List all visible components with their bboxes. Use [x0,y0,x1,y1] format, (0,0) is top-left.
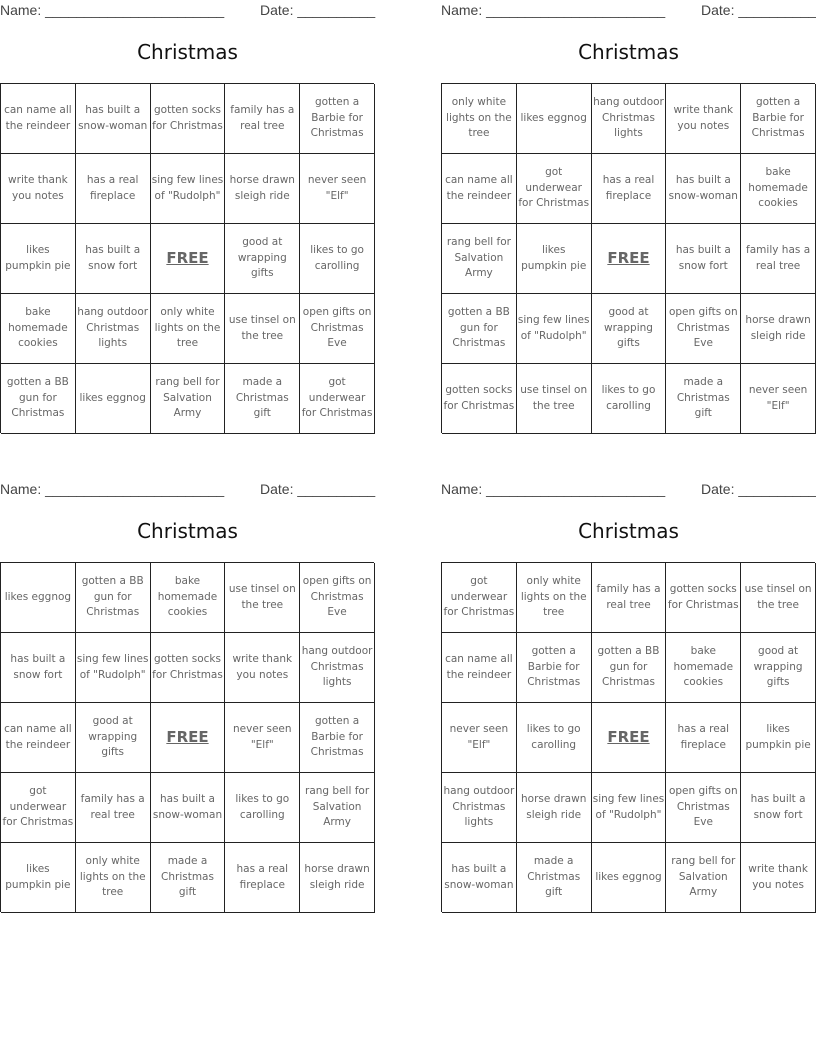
bingo-card-1 [0,0,375,440]
bingo-cell: sing few lines of "Rudolph" [151,154,226,224]
bingo-cell: likes pumpkin pie [517,224,592,294]
free-space: FREE [592,703,667,773]
bingo-cell: has built a snow-woman [666,154,741,224]
bingo-cell: never seen "Elf" [442,703,517,773]
bingo-grid [441,83,815,433]
bingo-cell: write thank you notes [741,843,816,913]
bingo-cell: has built a snow fort [666,224,741,294]
bingo-cell: only white lights on the tree [151,294,226,364]
bingo-card-4 [441,479,816,919]
bingo-cell: got underwear for Christmas [300,364,375,434]
free-space: FREE [592,224,667,294]
bingo-cell: rang bell for Salvation Army [300,773,375,843]
name-field: Name: _______________________ [0,2,225,18]
bingo-cell: has a real fireplace [592,154,667,224]
bingo-cell: has built a snow fort [1,633,76,703]
bingo-cell: has built a snow-woman [76,84,151,154]
bingo-cell: gotten a Barbie for Christmas [517,633,592,703]
card-header [441,0,816,22]
bingo-grid [0,83,374,433]
bingo-cell: can name all the reindeer [442,633,517,703]
name-field: Name: _______________________ [0,481,225,497]
bingo-card-2 [441,0,816,440]
bingo-cell: gotten a BB gun for Christmas [592,633,667,703]
bingo-cell: bake homemade cookies [1,294,76,364]
bingo-cell: sing few lines of "Rudolph" [592,773,667,843]
card-header [441,479,816,501]
bingo-cell: got underwear for Christmas [442,563,517,633]
bingo-cell: gotten a Barbie for Christmas [300,84,375,154]
card-title: Christmas [578,40,679,64]
bingo-cell: has a real fireplace [666,703,741,773]
date-field: Date: __________ [260,2,376,18]
bingo-cell: likes pumpkin pie [1,224,76,294]
bingo-card-3 [0,479,375,919]
bingo-cell: has built a snow fort [741,773,816,843]
date-field: Date: __________ [701,481,816,497]
bingo-cell: likes eggnog [517,84,592,154]
bingo-cell: likes to go carolling [300,224,375,294]
bingo-cell: rang bell for Salvation Army [151,364,226,434]
bingo-cell: hang outdoor Christmas lights [76,294,151,364]
bingo-cell: can name all the reindeer [1,84,76,154]
bingo-cell: got underwear for Christmas [517,154,592,224]
bingo-cell: made a Christmas gift [517,843,592,913]
bingo-cell: got underwear for Christmas [1,773,76,843]
free-space: FREE [151,703,226,773]
name-field: Name: _______________________ [441,2,666,18]
bingo-cell: hang outdoor Christmas lights [592,84,667,154]
bingo-cell: bake homemade cookies [151,563,226,633]
bingo-cell: open gifts on Christmas Eve [666,773,741,843]
bingo-cell: made a Christmas gift [151,843,226,913]
bingo-cell: open gifts on Christmas Eve [300,294,375,364]
bingo-cell: likes pumpkin pie [1,843,76,913]
bingo-cell: gotten a BB gun for Christmas [1,364,76,434]
bingo-cell: family has a real tree [76,773,151,843]
bingo-grid [441,562,815,912]
bingo-cell: likes eggnog [592,843,667,913]
bingo-cell: sing few lines of "Rudolph" [517,294,592,364]
bingo-cell: gotten socks for Christmas [151,84,226,154]
bingo-cell: good at wrapping gifts [225,224,300,294]
bingo-cell: has a real fireplace [225,843,300,913]
bingo-cell: can name all the reindeer [442,154,517,224]
bingo-cell: never seen "Elf" [300,154,375,224]
bingo-cell: made a Christmas gift [666,364,741,434]
bingo-cell: horse drawn sleigh ride [300,843,375,913]
bingo-cell: use tinsel on the tree [517,364,592,434]
bingo-cell: write thank you notes [225,633,300,703]
bingo-cell: gotten socks for Christmas [666,563,741,633]
bingo-cell: sing few lines of "Rudolph" [76,633,151,703]
bingo-cell: has built a snow-woman [442,843,517,913]
bingo-cell: rang bell for Salvation Army [666,843,741,913]
bingo-cell: likes eggnog [76,364,151,434]
bingo-cell: never seen "Elf" [741,364,816,434]
bingo-cell: write thank you notes [1,154,76,224]
bingo-cell: family has a real tree [741,224,816,294]
bingo-cell: only white lights on the tree [442,84,517,154]
bingo-grid [0,562,374,912]
bingo-cell: likes to go carolling [225,773,300,843]
bingo-cell: hang outdoor Christmas lights [300,633,375,703]
bingo-cell: hang outdoor Christmas lights [442,773,517,843]
bingo-cell: write thank you notes [666,84,741,154]
bingo-cell: has a real fireplace [76,154,151,224]
bingo-cell: open gifts on Christmas Eve [666,294,741,364]
bingo-cell: horse drawn sleigh ride [517,773,592,843]
bingo-cell: horse drawn sleigh ride [225,154,300,224]
bingo-cell: rang bell for Salvation Army [442,224,517,294]
card-header [0,479,375,501]
bingo-cell: likes eggnog [1,563,76,633]
bingo-cell: likes to go carolling [517,703,592,773]
bingo-cell: likes to go carolling [592,364,667,434]
bingo-cell: family has a real tree [592,563,667,633]
bingo-cell: horse drawn sleigh ride [741,294,816,364]
bingo-cell: has built a snow-woman [151,773,226,843]
bingo-cell: can name all the reindeer [1,703,76,773]
card-title: Christmas [137,519,238,543]
bingo-cell: open gifts on Christmas Eve [300,563,375,633]
bingo-cell: gotten a Barbie for Christmas [300,703,375,773]
bingo-cell: gotten socks for Christmas [442,364,517,434]
card-title: Christmas [578,519,679,543]
bingo-cell: good at wrapping gifts [592,294,667,364]
bingo-cell: bake homemade cookies [741,154,816,224]
date-field: Date: __________ [260,481,376,497]
bingo-cell: good at wrapping gifts [741,633,816,703]
bingo-cell: only white lights on the tree [76,843,151,913]
bingo-cell: use tinsel on the tree [225,294,300,364]
bingo-cell: gotten a BB gun for Christmas [76,563,151,633]
bingo-cell: likes pumpkin pie [741,703,816,773]
bingo-cell: bake homemade cookies [666,633,741,703]
bingo-cell: family has a real tree [225,84,300,154]
bingo-cell: made a Christmas gift [225,364,300,434]
card-header [0,0,375,22]
bingo-cell: never seen "Elf" [225,703,300,773]
date-field: Date: __________ [701,2,816,18]
bingo-cell: has built a snow fort [76,224,151,294]
bingo-cell: gotten a BB gun for Christmas [442,294,517,364]
card-title: Christmas [137,40,238,64]
bingo-cell: only white lights on the tree [517,563,592,633]
bingo-cell: gotten socks for Christmas [151,633,226,703]
free-space: FREE [151,224,226,294]
bingo-cell: good at wrapping gifts [76,703,151,773]
bingo-cell: use tinsel on the tree [741,563,816,633]
name-field: Name: _______________________ [441,481,666,497]
bingo-cell: gotten a Barbie for Christmas [741,84,816,154]
bingo-cell: use tinsel on the tree [225,563,300,633]
